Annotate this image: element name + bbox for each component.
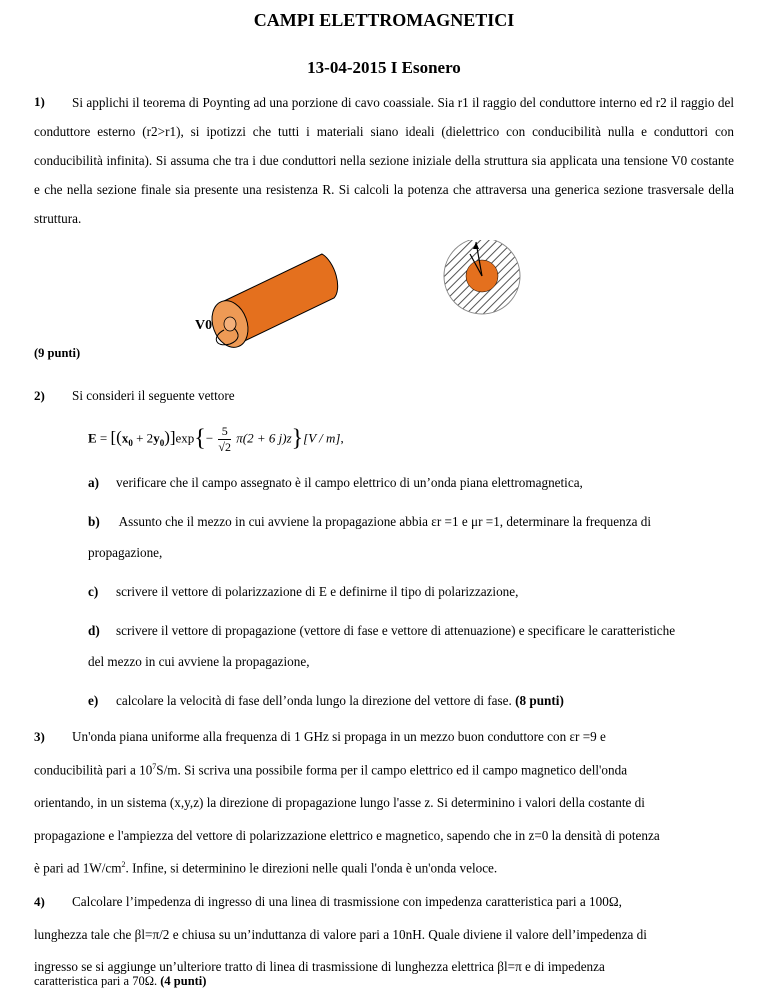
question-3-line-2: conducibilità pari a $10^7S/m$. Si scriva una possibile forma per il campo elettrico ed il campo magnetico dell'onda bbox=[34, 762, 628, 778]
question-3-line-1: Un'onda piana uniforme alla frequenza di 1 GHz si propaga in un mezzo buon conduttore con εr =9 e bbox=[72, 729, 606, 744]
question-3-line-4: propagazione e l'ampiezza del vettore di polarizzazione elettrico e magnetico, sapendo che in z=0 la densità di potenza bbox=[34, 828, 660, 843]
question-2-item-e: e) calcolare la velocità di fase dell’onda lungo la direzione del vettore di fase. (8 punti) bbox=[88, 693, 564, 708]
question-2-item-c: c) scrivere il vettore di polarizzazione di E e definirne il tipo di polarizzazione, bbox=[88, 584, 519, 599]
question-1-text bbox=[34, 88, 734, 233]
question-3-line-5: è pari ad $1W/cm^2$. Infine, si determinino le direzioni nelle quali l'onda è un'onda veloce. bbox=[34, 860, 498, 876]
field-vector-formula: $E = [(x_0 + 2y_0)]\exp\{-$ $\frac{5}{√2}$ π(2 + 6 j)z}[V / m], bbox=[88, 424, 344, 454]
coax-cable-figure bbox=[200, 240, 540, 350]
v0-label: V0 bbox=[195, 318, 213, 333]
question-2-item-b: b) Assunto che il mezzo in cui avviene la propagazione abbia εr =1 e μr =1, determinare la frequenza di bbox=[88, 514, 651, 529]
question-2-item-d: d) scrivere il vettore di propagazione (vettore di fase e vettore di attenuazione) e specificare le caratteristiche bbox=[88, 623, 676, 638]
question-4-line-3: ingresso se si aggiunge un’ulteriore tratto di linea di trasmissione di lunghezza elettrica βl=π e di impedenza bbox=[34, 959, 605, 974]
question-1-body: Si applichi il teorema di Poynting ad una porzione di cavo coassiale. Sia r1 il raggio del conduttore interno ed r2 il raggio del conduttore esterno (r2>r1), si ipotizzi che tutti i materiali siano ideali (dielettrico con conducibilità nulla e conduttori con conducibilità infinita). Si assuma che tra i due conduttori nella sezione iniziale della struttura sia applicata una tensione V0 costante e che nella sezione finale sia presente una resistenza R. Si calcoli la potenza che attraversa una generica sezione trasversale della struttura. bbox=[34, 95, 734, 226]
question-4-number: 4) bbox=[34, 894, 45, 909]
question-4-line-2: lunghezza tale che βl=π/2 e chiusa su un’induttanza di valore pari a 10nH. Quale diviene il valore dell’impedenza di bbox=[34, 927, 647, 942]
question-3-line-3: orientando, in un sistema (x,y,z) la direzione di propagazione lungo l'asse z. Si determinino i valori della costante di bbox=[34, 795, 645, 810]
course-title: CAMPI ELETTROMAGNETICI bbox=[253, 10, 515, 30]
question-4-line-1: Calcolare l’impedenza di ingresso di una linea di trasmissione con impedenza caratteristica pari a 100Ω, bbox=[72, 894, 622, 909]
question-1-number: 1) bbox=[34, 94, 45, 109]
question-2-item-d-cont: del mezzo in cui avviene la propagazione, bbox=[88, 654, 310, 669]
question-2-item-b-cont: propagazione, bbox=[88, 545, 163, 560]
exam-title: 13-04-2015 I Esonero bbox=[307, 58, 461, 77]
question-2-intro: Si consideri il seguente vettore bbox=[72, 388, 235, 403]
question-1-points: (9 punti) bbox=[34, 346, 81, 360]
question-4-line-4: caratteristica pari a 70Ω. (4 punti) bbox=[34, 974, 207, 988]
question-3-number: 3) bbox=[34, 729, 45, 744]
question-2-item-a: a) verificare che il campo assegnato è il campo elettrico di un’onda piana elettromagnetica, bbox=[88, 475, 583, 490]
question-2-number: 2) bbox=[34, 388, 45, 403]
